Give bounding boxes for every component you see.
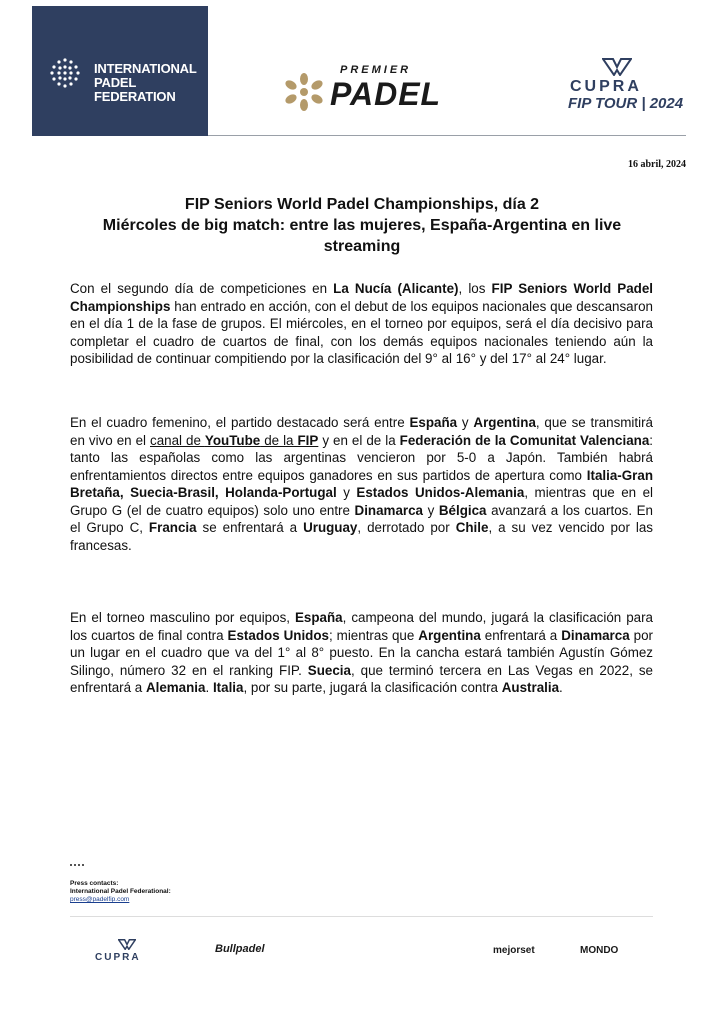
text-run: : tanto las españolas como las argentinas vencieron por 5-0 a Japón. También habrá enfrentamientos directos entre equipos ganadores en sus partidos de apertura como: [70, 432, 654, 483]
title-line-2: Miércoles de big match: entre las mujeres, España-Argentina en live streaming: [102, 217, 622, 255]
text-run[interactable]: de la: [260, 432, 298, 448]
text-run: enfrentará a: [480, 627, 562, 643]
text-run: Francia: [148, 520, 197, 535]
text-run: , los: [458, 281, 492, 296]
contacts-org: International Padel Federational:: [70, 888, 171, 895]
text-run[interactable]: FIP: [297, 432, 319, 448]
text-run: Suecia: [307, 662, 351, 678]
text-run: y: [423, 502, 439, 518]
cupra-fip-tour-logo: [560, 58, 684, 118]
header-divider: [208, 135, 686, 136]
text-run: Bélgica: [438, 502, 487, 518]
text-run: España: [295, 610, 343, 625]
text-run: Dinamarca: [561, 627, 630, 643]
ipf-globe-icon: [48, 56, 82, 90]
contacts-email-link[interactable]: press@padelfip.com: [70, 896, 130, 903]
text-run[interactable]: YouTube: [204, 432, 261, 448]
text-run: Estados Unidos-Alemania: [356, 485, 525, 500]
paragraph-3: [70, 609, 653, 697]
ipf-name: INTERNATIONAL PADEL FEDERATION: [94, 61, 197, 104]
cupra-word: CUPRA: [570, 78, 642, 95]
text-run: .: [205, 680, 213, 695]
sponsor-strip: [70, 916, 653, 977]
text-run: España: [409, 415, 458, 430]
text-run: se enfrentará a: [196, 520, 304, 535]
text-run: , a su vez vencido por las francesas.: [70, 520, 653, 553]
text-run: avanzará a los cuartos. En el Grupo C,: [70, 502, 654, 535]
text-run: En el cuadro femenino, el partido destacado será entre: [70, 415, 410, 430]
footnote-marker: [70, 864, 84, 866]
sponsor-mejorset: mejorset: [493, 945, 535, 956]
fip-tour-2024: FIP TOUR | 2024: [568, 95, 684, 112]
text-run: , derrotado por: [357, 520, 456, 535]
text-run: , que terminó tercera en Las Vegas en 2022, se enfrentará a: [70, 662, 653, 695]
sponsor-bullpadel: Bullpadel: [215, 943, 265, 955]
press-contacts: [70, 880, 171, 904]
text-run: Dinamarca: [354, 502, 424, 518]
sponsor-cupra: CUPRA: [95, 952, 141, 963]
text-run: Argentina: [418, 627, 481, 643]
text-run[interactable]: canal de: [150, 432, 205, 448]
text-run: ; mientras que: [328, 627, 419, 643]
text-run: Uruguay: [303, 520, 358, 535]
text-run: por un lugar en el cuadro que va del 1° al 8° puesto. En la cancha estará también Agustín Gómez Silingo, número 32 en el ranking FIP.: [70, 627, 653, 678]
cupra-emblem-icon: [602, 58, 632, 76]
sponsor-mondo: MONDO: [580, 945, 619, 956]
contacts-heading: Press contacts:: [70, 880, 119, 887]
text-run: Argentina: [473, 415, 536, 430]
text-run: Italia-Gran Bretaña, Suecia-Brasil, Holanda-Portugal: [70, 467, 653, 500]
text-run: y: [336, 485, 357, 500]
cupra-sponsor-emblem-icon: [118, 939, 136, 950]
text-run: , que se transmitirá en vivo en el: [70, 415, 654, 448]
text-run: y en el de la: [318, 432, 400, 448]
padel-word: PADEL: [330, 76, 442, 112]
paragraph-1: [70, 280, 653, 368]
press-title: [70, 194, 654, 257]
text-run: FIP Seniors World Padel Championships: [70, 281, 654, 314]
text-run: Australia: [501, 680, 560, 695]
premier-word: PREMIER: [340, 64, 412, 76]
text-run: Federación de la Comunitat Valenciana: [399, 432, 650, 448]
text-run: La Nucía (Alicante): [333, 281, 459, 296]
ipf-logo-block: [32, 6, 208, 136]
premier-padel-star-icon: [282, 70, 326, 114]
text-run: .: [559, 680, 563, 695]
title-line-1: FIP Seniors World Padel Championships, día 2: [184, 196, 540, 213]
text-run: Estados Unidos: [227, 627, 329, 643]
text-run: Chile: [455, 520, 489, 535]
release-date: 16 abril, 2024: [627, 159, 686, 170]
text-run: , campeona del mundo, jugará la clasificación para los cuartos de final contra: [70, 610, 654, 643]
text-run: Italia: [212, 680, 244, 695]
text-run: , mientras que en el Grupo G (el de cuatro equipos) solo uno entre: [70, 485, 654, 518]
premier-padel-logo: [282, 64, 482, 114]
text-run: y: [457, 415, 474, 430]
text-run: , por su parte, jugará la clasificación contra: [243, 680, 502, 695]
text-run: Alemania: [145, 680, 206, 695]
paragraph-2: [70, 414, 653, 554]
text-run: Con el segundo día de competiciones en: [70, 281, 334, 296]
text-run: han entrado en acción, con el debut de los equipos nacionales que descansaron en el día 1 de la fase de grupos. El miércoles, en el torneo por equipos, será el día decisivo para completar el cuadro de cuartos de final, con los demás equipos nacionales teniendo aún la posibilidad de continuar compitiendo por la clasificación del 9° al 16° y del 17° al 24° lugar.: [70, 298, 653, 366]
text-run: En el torneo masculino por equipos,: [70, 610, 295, 625]
